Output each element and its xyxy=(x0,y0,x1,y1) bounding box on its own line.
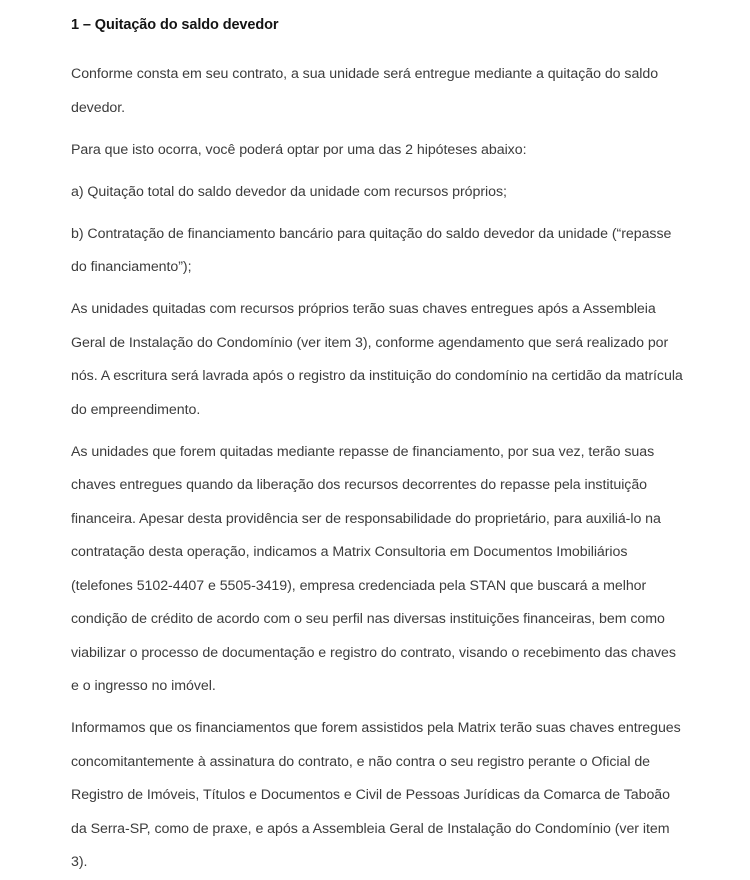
paragraph-option-a: a) Quitação total do saldo devedor da unidade com recursos próprios; xyxy=(71,183,507,200)
paragraph-financing-transfer: As unidades que forem quitadas mediante repasse de financiamento, por sua vez, terão suas chaves entregues quando da liberação dos recursos decorrentes do repasse pela instituição financeira. Apesar desta providência ser de responsabilidade do proprietário, para auxiliá-lo na contratação desta operação, indicamos a Matrix Consultoria em Documentos Imobiliários (telefones 5102-4407 e 5505-3419), empresa credenciada pela STAN que buscará a melhor condição de crédito de acordo com o seu perfil nas diversas instituições financeiras, bem como viabilizar o processo de documentação e registro do contrato, visando o recebimento das chaves e o ingresso no imóvel. xyxy=(71,443,676,694)
paragraph-intro: Conforme consta em seu contrato, a sua unidade será entregue mediante a quitação do saldo devedor. xyxy=(71,66,659,116)
document-body xyxy=(71,0,683,880)
paragraph-options-intro: Para que isto ocorra, você poderá optar por uma das 2 hipóteses abaixo: xyxy=(71,141,527,158)
section-heading: 1 – Quitação do saldo devedor xyxy=(71,17,279,33)
paragraph-matrix-notice: Informamos que os financiamentos que forem assistidos pela Matrix terão suas chaves entregues concomitantemente à assinatura do contrato, e não contra o seu registro perante o Oficial de Registro de Imóveis, Títulos e Documentos e Civil de Pessoas Jurídicas da Comarca de Taboão da Serra-SP, como de praxe, e após a Assembleia Geral de Instalação do Condomínio (ver item 3). xyxy=(71,720,681,870)
paragraph-option-b: b) Contratação de financiamento bancário para quitação do saldo devedor da unidade (“repasse do financiamento”); xyxy=(71,225,672,275)
paragraph-own-resources: As unidades quitadas com recursos próprios terão suas chaves entregues após a Assembleia Geral de Instalação do Condomínio (ver item 3), conforme agendamento que será realizado por nós. A escritura será lavrada após o registro da instituição do condomínio na certidão da matrícula do empreendimento. xyxy=(71,301,683,418)
